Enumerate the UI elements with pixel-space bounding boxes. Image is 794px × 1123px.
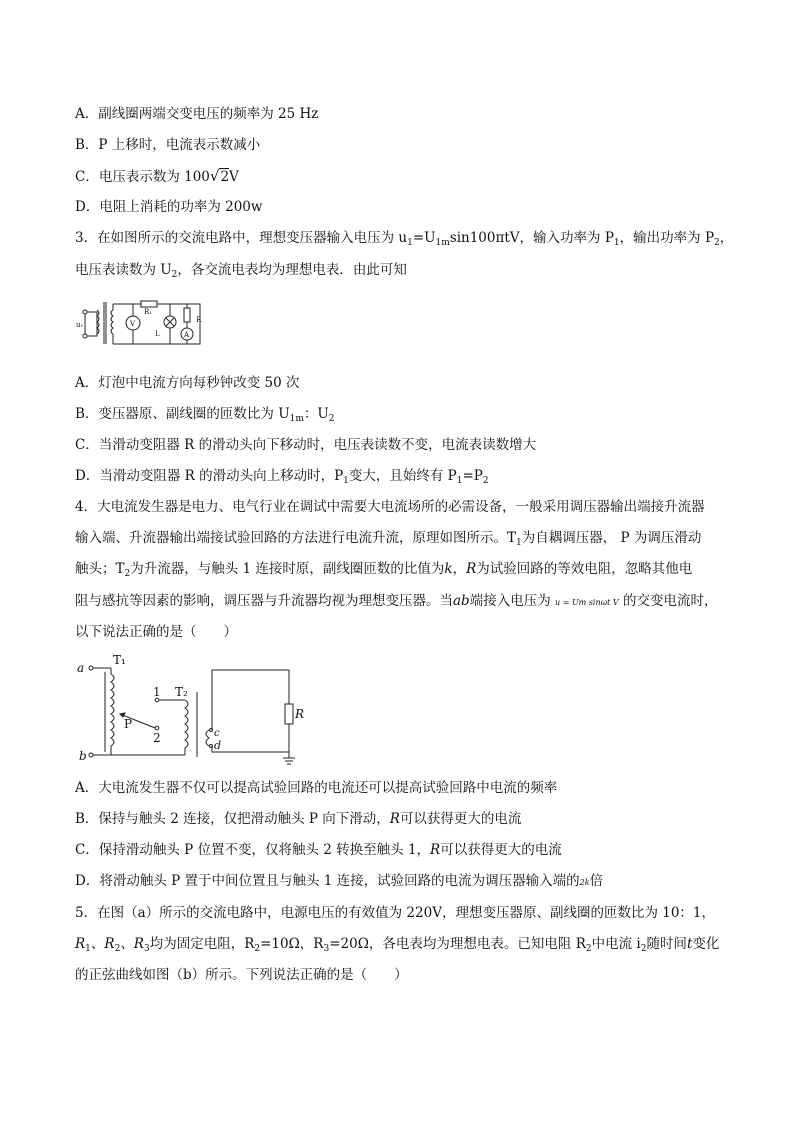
q4-fig-label-b: b	[79, 749, 87, 763]
q4-stem-line4: 阻与感抗等因素的影响，调压器与升流器均视为理想变压器。当ab端接入电压为 u = Um sinωt V 的交变电流时，	[75, 593, 718, 609]
q3-fig-label-r: R	[196, 316, 202, 324]
q3-option-b: B．变压器原、副线圈的匝数比为 $U_{1m}$：$U_2$	[75, 406, 335, 424]
q4-circuit-figure	[75, 652, 305, 767]
q2-option-c: C．电压表示数为 100√2V	[75, 167, 239, 185]
q3-fig-label-u: u₁	[76, 321, 84, 329]
q3-stem-line2: 电压表读数为 $U_2$，各交流电表均为理想电表．由此可知	[75, 262, 407, 280]
q3-fig-label-a: A	[184, 331, 190, 339]
q4-fig-label-t1: T₁	[113, 653, 126, 667]
q5-stem-line2: $R_1$、$R_2$、$R_3$均为固定电阻，$R_2=10\Omega$，$R_3=20\Omega$，各电表均为理想电表。已知电阻 $R_2$中电流 $i_2$随时间t变化	[75, 936, 720, 954]
q4-fig-label-r: R	[295, 707, 305, 721]
q4-option-b: B．保持与触头 2 连接，仅把滑动触头 P 向下滑动，R可以获得更大的电流	[75, 811, 522, 827]
q4-stem-line3: 触头；$T_2$为升流器，与触头 1 连接时原，副线圈匝数的比值为k，R为试验回路的等效电阻，忽略其他电	[75, 561, 693, 579]
q4-fig-label-2: 2	[153, 731, 161, 745]
q4-fig-label-c: c	[214, 728, 220, 739]
q3-option-c: C．当滑动变阻器 R 的滑动头向下移动时，电压表读数不变，电流表读数增大	[75, 437, 537, 453]
q3-option-a: A．灯泡中电流方向每秒钟改变 50 次	[75, 375, 300, 391]
q4-stem-line5: 以下说法正确的是（ ）	[75, 624, 237, 640]
q4-option-d: D．将滑动触头 P 置于中间位置且与触头 1 连接，试验回路的电流为调压器输入端的2k倍	[75, 873, 604, 889]
q3-option-d: D．当滑动变阻器 R 的滑动头向上移动时，$P_1$变大，且始终有 $P_1=P_2$	[75, 468, 489, 486]
q4-stem-line2: 输入端、升流器输出端接试验回路的方法进行电流升流，原理如图所示。$T_1$为自耦调压器， P 为调压滑动	[75, 530, 702, 548]
q4-fig-label-p: P	[124, 717, 133, 731]
q3-fig-label-l: L	[155, 330, 160, 338]
q5-stem-line1: 5．在图（a）所示的交流电路中，电源电压的有效值为 220V，理想变压器原、副线圈的匝数比为 10：1，	[75, 905, 716, 921]
q4-fig-label-a: a	[77, 661, 85, 675]
q2-option-a: A．副线圈两端交变电压的频率为 25 Hz	[75, 106, 319, 122]
q3-fig-label-v: V	[130, 320, 136, 328]
q4-option-a: A．大电流发生器不仅可以提高试验回路的电流还可以提高试验回路中电流的频率	[75, 780, 558, 796]
q3-circuit-figure	[75, 292, 215, 354]
q2-option-b: B．P 上移时，电流表示数减小	[75, 137, 261, 153]
q4-stem-line1: 4．大电流发生器是电力、电气行业在调试中需要大电流场所的必需设备，一般采用调压器输出端接升流器	[75, 499, 705, 515]
q5-stem-line3: 的正弦曲线如图（b）所示。下列说法正确的是（ ）	[75, 967, 408, 983]
q4-fig-label-t2: T₂	[175, 685, 188, 699]
q2-option-d: D．电阻上消耗的功率为 200w	[75, 199, 263, 215]
q3-stem-line1: 3．在如图所示的交流电路中，理想变压器输入电压为 $u_1=U_{1m}\sin 100\pi tV$，输入功率为 $P_1$，输出功率为 $P_2$，	[75, 230, 734, 248]
q4-fig-label-d: d	[214, 739, 222, 752]
q4-fig-label-1: 1	[153, 685, 161, 699]
q4-option-c: C．保持滑动触头 P 位置不变，仅将触头 2 转换至触头 1，R可以获得更大的电流	[75, 842, 562, 858]
q3-fig-label-r1: R₁	[144, 308, 153, 316]
